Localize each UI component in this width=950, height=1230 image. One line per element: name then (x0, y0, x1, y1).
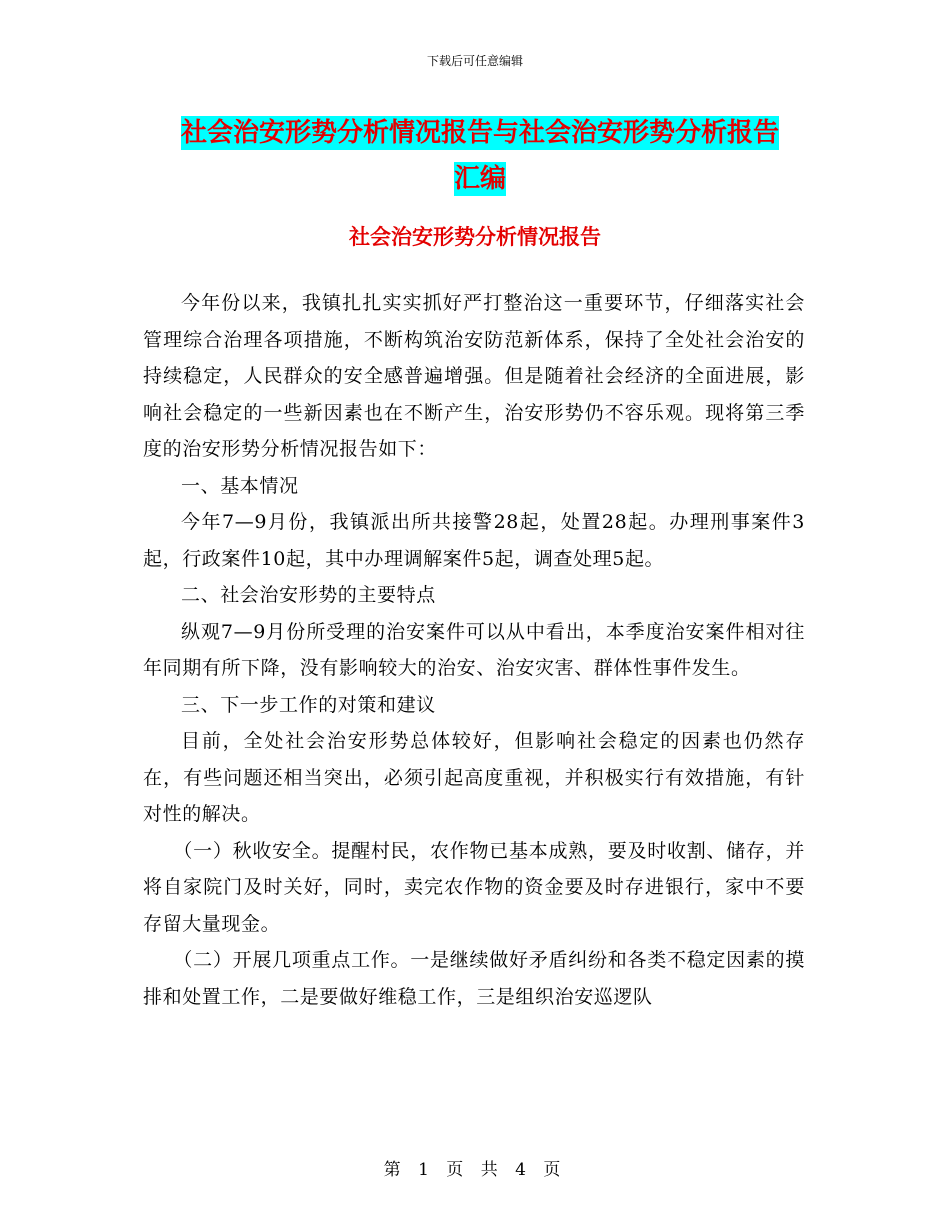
paragraph-item-2: （二）开展几项重点工作。一是继续做好矛盾纠纷和各类不稳定因素的摸排和处置工作，二是要做好维稳工作，三是组织治安巡逻队 (143, 949, 805, 1008)
page-header-note: 下载后可任意编辑 (426, 54, 523, 68)
paragraph-intro: 今年份以来，我镇扎扎实实抓好严打整治这一重要环节，仔细落实社会管理综合治理各项措施，不断构筑治安防范新体系，保持了全处社会治安的持续稳定，人民群众的安全感普遍增强。但是随着社会经济的全面进展，影响社会稳定的一些新因素也在不断产生，治安形势仍不容乐观。现将第三季度的治安形势分析情况报告如下： (143, 292, 805, 460)
paragraph-main-features: 纵观7—9月份所受理的治安案件可以从中看出，本季度治安案件相对往年同期有所下降，没有影响较大的治安、治安灾害、群体性事件发生。 (143, 620, 805, 679)
heading-main-features: 二、社会治安形势的主要特点 (181, 584, 436, 606)
section-title: 社会治安形势分析情况报告 (349, 224, 601, 249)
heading-next-steps: 三、下一步工作的对策和建议 (181, 693, 436, 716)
document-title-line-2: 汇编 (453, 164, 506, 194)
page-number: 第 1 页 共 4 页 (383, 1160, 567, 1180)
document-body (143, 285, 805, 1015)
paragraph-item-1: （一）秋收安全。提醒村民，农作物已基本成熟，要及时收割、储存，并将自家院门及时关好，同时，卖完农作物的资金要及时存进银行，家中不要存留大量现金。 (143, 839, 805, 935)
document-title-line-1: 社会治安形势分析情况报告与社会治安形势分析报告 (180, 118, 779, 148)
document-title (140, 110, 820, 202)
paragraph-next-steps: 目前，全处社会治安形势总体较好，但影响社会稳定的因素也仍然存在，有些问题还相当突出，必须引起高度重视，并积极实行有效措施，有针对性的解决。 (143, 730, 805, 825)
paragraph-basic-situation: 今年7—9月份，我镇派出所共接警28起，处置28起。办理刑事案件3起，行政案件10起，其中办理调解案件5起，调查处理5起。 (143, 511, 805, 570)
heading-basic-situation: 一、基本情况 (181, 474, 299, 497)
